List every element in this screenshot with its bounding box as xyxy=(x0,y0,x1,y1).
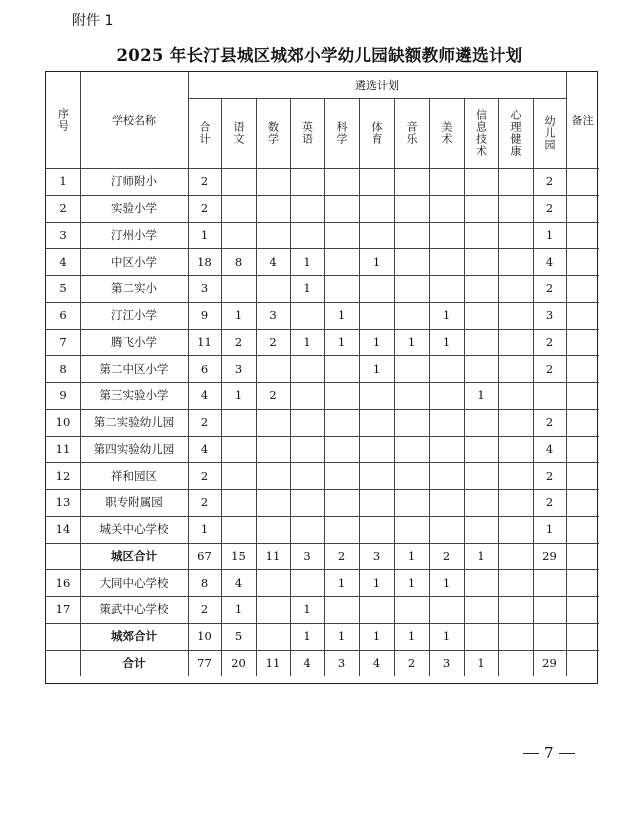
table-cell-value: 4 xyxy=(545,254,554,269)
row-seq: 17 xyxy=(55,602,71,617)
table-cell-value xyxy=(394,222,429,249)
row-remark xyxy=(566,569,599,596)
table-cell-value xyxy=(464,302,498,329)
table-cell-value xyxy=(290,489,324,516)
page-dash-right xyxy=(559,753,575,754)
table-cell-value xyxy=(290,222,324,249)
table-cell-value: 1 xyxy=(337,334,346,349)
table-cell-value xyxy=(290,382,324,409)
table-cell-value xyxy=(359,382,394,409)
document-title: 2025 年长汀县城区城郊小学幼儿园缺额教师遴选计划 xyxy=(116,46,523,65)
header-subject: 幼儿园 xyxy=(543,115,556,151)
table-cell-value xyxy=(464,275,498,302)
table-cell-value xyxy=(498,329,533,356)
table-cell-value xyxy=(498,248,533,275)
row-school-name: 祥和园区 xyxy=(111,468,157,483)
row-seq: 5 xyxy=(59,281,67,296)
plan-table xyxy=(45,71,598,684)
table-cell-value: 8 xyxy=(200,575,209,590)
table-cell-value xyxy=(256,195,290,222)
table-cell-value xyxy=(324,516,359,543)
table-cell-value xyxy=(221,516,256,543)
table-cell-value xyxy=(464,168,498,195)
table-cell-value xyxy=(429,222,464,249)
table-cell-value xyxy=(464,436,498,463)
table-cell-value xyxy=(359,275,394,302)
table-cell-value: 1 xyxy=(407,629,416,644)
header-subject: 科学 xyxy=(335,121,348,145)
table-cell-value xyxy=(221,275,256,302)
table-cell-value: 3 xyxy=(442,655,451,670)
table-cell-value xyxy=(394,516,429,543)
table-cell-value xyxy=(394,168,429,195)
row-seq: 4 xyxy=(59,254,67,269)
table-cell-value xyxy=(290,355,324,382)
table-cell-value: 4 xyxy=(200,441,209,456)
table-cell-value: 4 xyxy=(200,388,209,403)
table-cell-value: 1 xyxy=(337,308,346,323)
table-cell-value: 5 xyxy=(234,629,243,644)
row-seq: 1 xyxy=(59,174,67,189)
table-cell-value: 3 xyxy=(303,548,311,563)
table-cell-value xyxy=(324,168,359,195)
table-cell-value xyxy=(290,409,324,436)
table-cell-value xyxy=(290,195,324,222)
table-cell-value xyxy=(256,516,290,543)
table-cell-value xyxy=(256,596,290,623)
table-cell-value: 67 xyxy=(197,548,212,563)
table-cell-value: 11 xyxy=(265,655,281,670)
table-cell-value xyxy=(498,409,533,436)
table-cell-value xyxy=(256,355,290,382)
table-cell-value: 2 xyxy=(200,201,209,216)
table-cell-value: 1 xyxy=(234,602,243,617)
row-remark xyxy=(566,195,599,222)
row-seq: 6 xyxy=(59,308,67,323)
table-cell-value: 2 xyxy=(200,468,209,483)
header-subject: 信息技术 xyxy=(474,109,488,157)
header-plan-group: 遴选计划 xyxy=(355,79,399,92)
table-cell-value: 2 xyxy=(200,174,209,189)
table-cell-value: 2 xyxy=(545,174,554,189)
table-cell-value xyxy=(498,382,533,409)
row-remark xyxy=(566,382,599,409)
row-school-name: 大同中心学校 xyxy=(99,575,169,590)
table-cell-value xyxy=(429,596,464,623)
table-cell-value: 1 xyxy=(372,361,381,376)
table-cell-value xyxy=(394,596,429,623)
table-cell-value xyxy=(464,248,498,275)
row-remark xyxy=(566,355,599,382)
row-seq: 3 xyxy=(59,227,67,242)
table-cell-value: 1 xyxy=(545,227,554,242)
table-cell-value xyxy=(498,436,533,463)
table-cell-value: 2 xyxy=(269,388,277,403)
table-cell-value xyxy=(359,462,394,489)
header-subject: 语文 xyxy=(232,121,245,145)
table-cell-value xyxy=(533,623,566,650)
row-school-name: 第二实小 xyxy=(111,281,157,296)
table-cell-value xyxy=(429,382,464,409)
table-cell-value xyxy=(324,355,359,382)
table-cell-value xyxy=(256,462,290,489)
row-school-name: 第二实验幼儿园 xyxy=(93,415,175,430)
table-cell-value: 1 xyxy=(372,334,381,349)
row-school-name: 汀师附小 xyxy=(111,174,157,189)
row-school-name: 策武中心学校 xyxy=(99,602,169,617)
table-cell-value: 29 xyxy=(542,655,557,670)
table-cell-value xyxy=(464,596,498,623)
table-cell-value: 3 xyxy=(337,655,346,670)
table-cell-value xyxy=(464,516,498,543)
table-cell-value xyxy=(359,302,394,329)
table-cell-value: 29 xyxy=(542,548,557,563)
table-cell-value: 2 xyxy=(545,495,554,510)
table-cell-value: 1 xyxy=(442,308,451,323)
table-cell-value: 2 xyxy=(200,415,209,430)
table-cell-value: 1 xyxy=(303,602,311,617)
row-seq: 16 xyxy=(55,575,71,590)
table-cell-value xyxy=(394,275,429,302)
table-cell-value: 1 xyxy=(234,388,243,403)
table-cell-value xyxy=(290,168,324,195)
row-school-name: 职专附属园 xyxy=(105,495,163,510)
page-number-text: 7 xyxy=(544,744,554,762)
header-subject: 音乐 xyxy=(405,121,418,145)
attachment-label: 附件 1 xyxy=(72,13,114,29)
table-cell-value xyxy=(256,222,290,249)
table-cell-value xyxy=(324,222,359,249)
table-cell-value: 1 xyxy=(372,254,381,269)
row-seq: 13 xyxy=(55,495,71,510)
table-cell-value: 20 xyxy=(231,655,246,670)
row-total-label: 合计 xyxy=(122,655,146,670)
table-cell-value xyxy=(394,248,429,275)
table-cell-value: 2 xyxy=(200,602,209,617)
table-cell-value xyxy=(324,436,359,463)
table-cell-value xyxy=(221,409,256,436)
table-cell-value xyxy=(290,436,324,463)
table-cell-value: 3 xyxy=(269,308,277,323)
header-subject: 体育 xyxy=(370,121,383,145)
table-cell-value xyxy=(498,168,533,195)
table-cell-value: 1 xyxy=(200,522,209,537)
table-cell-value: 1 xyxy=(303,254,311,269)
table-cell-value xyxy=(429,168,464,195)
table-cell-value: 15 xyxy=(231,548,246,563)
table-cell-value xyxy=(359,222,394,249)
table-cell-value xyxy=(221,222,256,249)
row-remark xyxy=(566,516,599,543)
table-cell-value: 77 xyxy=(197,655,212,670)
table-cell-value xyxy=(324,489,359,516)
table-cell-value: 10 xyxy=(197,629,212,644)
table-cell-value xyxy=(324,462,359,489)
row-seq: 2 xyxy=(59,201,67,216)
table-cell-value xyxy=(256,409,290,436)
header-remark: 备注 xyxy=(571,114,594,127)
table-cell-value xyxy=(359,168,394,195)
header-subject: 英语 xyxy=(300,121,314,145)
table-cell-value: 2 xyxy=(545,415,554,430)
row-remark xyxy=(566,409,599,436)
table-cell-value: 11 xyxy=(197,334,212,349)
table-cell-value xyxy=(429,248,464,275)
table-cell-value xyxy=(429,462,464,489)
header-subject: 合计 xyxy=(198,121,211,145)
table-cell-value xyxy=(394,302,429,329)
table-cell-value xyxy=(464,355,498,382)
table-cell-value: 11 xyxy=(265,548,281,563)
table-cell-value xyxy=(533,569,566,596)
row-remark xyxy=(566,248,599,275)
row-seq: 7 xyxy=(59,334,67,349)
table-cell-value: 1 xyxy=(477,548,485,563)
table-cell-value xyxy=(498,650,533,677)
table-cell-value xyxy=(498,462,533,489)
table-cell-value: 2 xyxy=(269,334,277,349)
table-cell-value xyxy=(394,355,429,382)
row-school-name: 第三实验小学 xyxy=(99,388,169,403)
table-cell-value: 3 xyxy=(200,281,209,296)
table-cell-value xyxy=(464,195,498,222)
row-school-name: 汀州小学 xyxy=(111,227,157,242)
table-cell-value: 18 xyxy=(197,254,212,269)
table-cell-value xyxy=(221,168,256,195)
row-remark xyxy=(566,329,599,356)
row-remark xyxy=(566,302,599,329)
table-cell-value xyxy=(256,569,290,596)
table-cell-value xyxy=(464,569,498,596)
row-remark xyxy=(566,222,599,249)
table-cell-value: 4 xyxy=(303,655,311,670)
header-school: 学校名称 xyxy=(112,114,156,127)
header-subject: 美术 xyxy=(440,121,453,145)
table-cell-value: 8 xyxy=(234,254,243,269)
table-cell-value: 1 xyxy=(442,629,451,644)
table-cell-value xyxy=(256,623,290,650)
table-cell-value: 1 xyxy=(545,522,554,537)
row-remark xyxy=(566,436,599,463)
table-cell-value xyxy=(394,462,429,489)
row-remark xyxy=(566,596,599,623)
table-cell-value: 1 xyxy=(477,655,485,670)
table-cell-value xyxy=(290,462,324,489)
row-school-name: 第四实验幼儿园 xyxy=(93,441,175,456)
row-seq: 8 xyxy=(59,361,67,376)
row-school-name: 第二中区小学 xyxy=(99,361,169,376)
table-cell-value: 1 xyxy=(407,575,416,590)
table-cell-value xyxy=(324,195,359,222)
row-seq xyxy=(46,623,80,650)
table-cell-value: 3 xyxy=(234,361,243,376)
table-cell-value xyxy=(221,462,256,489)
table-cell-value: 2 xyxy=(337,548,346,563)
table-cell-value: 3 xyxy=(545,308,554,323)
table-cell-value xyxy=(429,195,464,222)
table-cell-value: 1 xyxy=(442,575,451,590)
row-seq: 11 xyxy=(55,441,71,456)
table-cell-value: 2 xyxy=(545,281,554,296)
table-cell-value xyxy=(429,489,464,516)
table-cell-value xyxy=(498,355,533,382)
table-cell-value: 1 xyxy=(407,548,416,563)
table-cell-value xyxy=(359,195,394,222)
row-seq: 12 xyxy=(55,468,71,483)
table-cell-value: 1 xyxy=(442,334,451,349)
table-cell-value xyxy=(290,569,324,596)
table-cell-value: 1 xyxy=(337,629,346,644)
table-cell-value: 1 xyxy=(372,575,381,590)
table-cell-value xyxy=(221,436,256,463)
row-remark xyxy=(566,462,599,489)
table-cell-value: 6 xyxy=(200,361,209,376)
table-cell-value xyxy=(498,596,533,623)
table-cell-value xyxy=(429,436,464,463)
table-cell-value: 4 xyxy=(372,655,381,670)
table-cell-value xyxy=(464,623,498,650)
header-subject: 心理健康 xyxy=(509,109,522,157)
table-cell-value xyxy=(359,409,394,436)
table-cell-value: 4 xyxy=(545,441,554,456)
row-remark xyxy=(566,623,599,650)
page-number xyxy=(518,744,580,762)
table-cell-value xyxy=(498,222,533,249)
row-total-label: 城郊合计 xyxy=(111,629,157,644)
table-cell-value xyxy=(256,275,290,302)
table-cell-value xyxy=(498,516,533,543)
table-cell-value: 1 xyxy=(303,334,311,349)
table-cell-value: 1 xyxy=(234,308,243,323)
table-cell-value xyxy=(394,489,429,516)
header-subject: 数学 xyxy=(266,121,280,145)
row-school-name: 中区小学 xyxy=(111,254,157,269)
row-school-name: 汀江小学 xyxy=(111,308,157,323)
table-cell-value xyxy=(429,355,464,382)
table-cell-value xyxy=(429,409,464,436)
row-remark xyxy=(566,650,599,677)
row-school-name: 城关中心学校 xyxy=(99,522,169,537)
row-school-name: 实验小学 xyxy=(111,201,157,216)
table-cell-value: 1 xyxy=(303,629,311,644)
table-cell-value xyxy=(290,516,324,543)
table-cell-value xyxy=(359,436,394,463)
table-cell-value xyxy=(498,623,533,650)
table-cell-value xyxy=(256,168,290,195)
row-seq xyxy=(46,543,80,570)
table-cell-value xyxy=(324,409,359,436)
table-cell-value xyxy=(464,462,498,489)
table-cell-value xyxy=(429,516,464,543)
row-total-label: 城区合计 xyxy=(111,548,157,563)
table-cell-value xyxy=(394,195,429,222)
table-cell-value xyxy=(394,382,429,409)
table-cell-value: 2 xyxy=(545,468,554,483)
table-cell-value xyxy=(533,382,566,409)
row-seq: 10 xyxy=(55,415,71,430)
row-seq: 9 xyxy=(59,388,67,403)
row-remark xyxy=(566,489,599,516)
table-cell-value: 2 xyxy=(407,655,416,670)
header-seq: 序号 xyxy=(56,108,70,132)
table-cell-value xyxy=(464,329,498,356)
table-cell-value: 2 xyxy=(545,334,554,349)
table-cell-value xyxy=(464,409,498,436)
table-cell-value xyxy=(429,275,464,302)
table-cell-value: 1 xyxy=(200,227,209,242)
table-cell-value xyxy=(256,436,290,463)
table-cell-value xyxy=(324,596,359,623)
row-remark xyxy=(566,168,599,195)
table-cell-value xyxy=(498,489,533,516)
table-cell-value xyxy=(221,195,256,222)
table-cell-value: 1 xyxy=(477,388,485,403)
table-cell-value: 1 xyxy=(337,575,346,590)
table-cell-value: 2 xyxy=(234,334,243,349)
table-cell-value xyxy=(464,222,498,249)
table-cell-value: 2 xyxy=(442,548,451,563)
table-cell-value xyxy=(290,302,324,329)
table-cell-value xyxy=(324,382,359,409)
table-cell-value xyxy=(533,596,566,623)
table-cell-value xyxy=(394,436,429,463)
table-cell-value xyxy=(498,543,533,570)
table-cell-value xyxy=(324,248,359,275)
row-seq xyxy=(46,650,80,677)
row-school-name: 腾飞小学 xyxy=(111,334,157,349)
table-cell-value xyxy=(359,516,394,543)
table-cell-value xyxy=(324,275,359,302)
page-dash-left xyxy=(523,753,539,754)
row-remark xyxy=(566,275,599,302)
table-cell-value: 2 xyxy=(545,361,554,376)
table-cell-value xyxy=(394,409,429,436)
table-cell-value: 4 xyxy=(269,254,277,269)
table-cell-value: 1 xyxy=(372,629,381,644)
table-cell-value xyxy=(464,489,498,516)
table-cell-value xyxy=(256,489,290,516)
table-cell-value: 1 xyxy=(407,334,416,349)
table-cell-value: 9 xyxy=(200,308,209,323)
table-cell-value xyxy=(498,275,533,302)
table-cell-value: 4 xyxy=(234,575,243,590)
table-cell-value xyxy=(359,596,394,623)
table-cell-value: 2 xyxy=(200,495,209,510)
table-cell-value xyxy=(359,489,394,516)
table-cell-value: 2 xyxy=(545,201,554,216)
table-cell-value xyxy=(498,302,533,329)
row-remark xyxy=(566,543,599,570)
table-cell-value: 1 xyxy=(303,281,311,296)
table-cell-value: 3 xyxy=(372,548,381,563)
table-cell-value xyxy=(498,569,533,596)
table-cell-value xyxy=(221,489,256,516)
row-seq: 14 xyxy=(55,522,71,537)
table-cell-value xyxy=(498,195,533,222)
